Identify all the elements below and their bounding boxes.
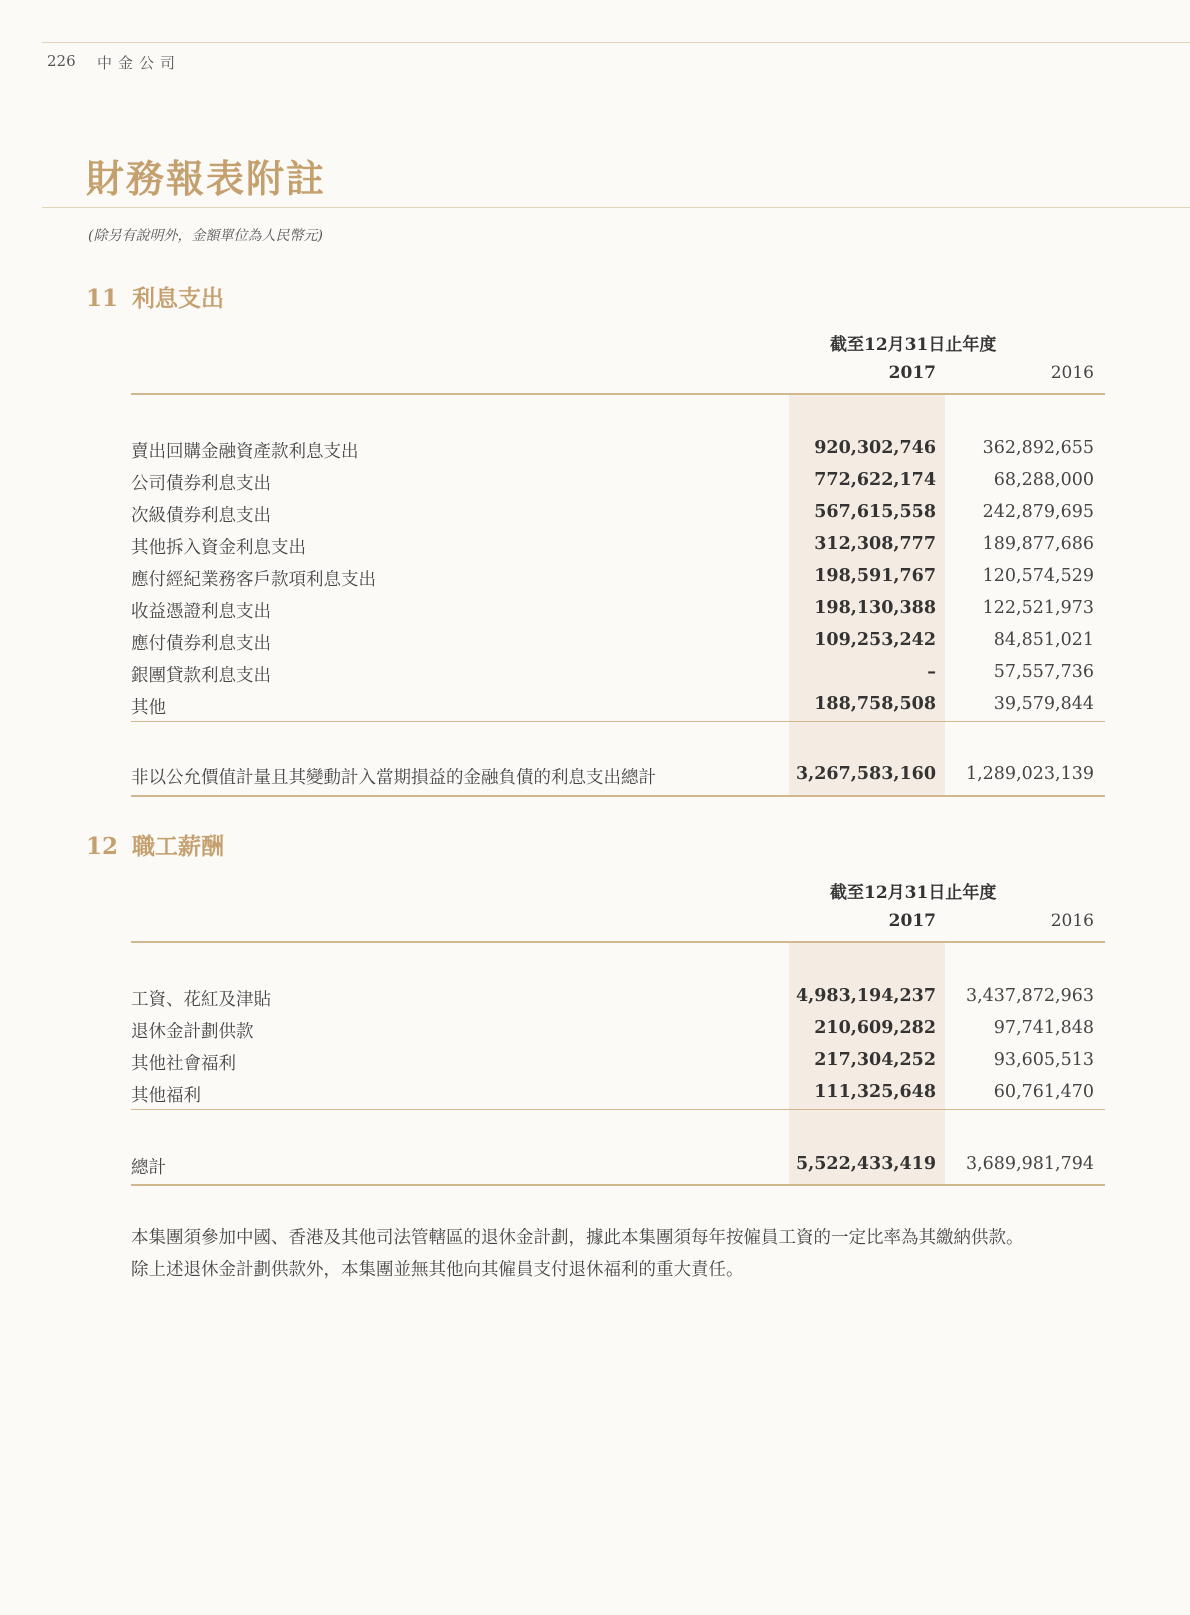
table-row: 次級債券利息支出 567,615,558 242,879,695 xyxy=(131,502,1094,526)
section-11-heading xyxy=(86,280,224,313)
section-11-title: 利息支出 xyxy=(132,285,224,312)
total-row: 總計 5,522,433,419 3,689,981,794 xyxy=(131,1154,1094,1178)
page-subtitle: (除另有說明外，金額單位為人民幣元) xyxy=(88,228,323,244)
period-header: 截至12月31日止年度 xyxy=(830,883,997,903)
table-row: 銀團貸款利息支出 – 57,557,736 xyxy=(131,662,1094,686)
page-number: 226 xyxy=(47,52,76,70)
interest-expense-table xyxy=(131,320,1105,800)
subtotal-rule xyxy=(131,721,1105,722)
note-line: 除上述退休金計劃供款外，本集團並無其他向其僱員支付退休福利的重大責任。 xyxy=(131,1260,744,1280)
retirement-note xyxy=(131,1222,1111,1286)
company-name: 中金公司 xyxy=(97,54,182,72)
total-row: 非以公允價值計量且其變動計入當期損益的金融負債的利息支出總計 3,267,583,160 1,289,023,139 xyxy=(131,764,1094,788)
staff-costs-table xyxy=(131,868,1105,1188)
table-row: 其他社會福利 217,304,252 93,605,513 xyxy=(131,1050,1094,1074)
header-rule xyxy=(131,941,1105,943)
section-11-number: 11 xyxy=(86,285,119,312)
header-rule xyxy=(131,393,1105,395)
table-row: 應付債券利息支出 109,253,242 84,851,021 xyxy=(131,630,1094,654)
year-2017-header: 2017 xyxy=(888,363,936,383)
year-2016-header: 2016 xyxy=(1050,363,1094,383)
table-row: 應付經紀業務客戶款項利息支出 198,591,767 120,574,529 xyxy=(131,566,1094,590)
header-rule xyxy=(42,42,1190,43)
section-12-title: 職工薪酬 xyxy=(132,833,224,860)
section-12-heading xyxy=(86,828,224,861)
table-row: 工資、花紅及津貼 4,983,194,237 3,437,872,963 xyxy=(131,986,1094,1010)
year-2016-header: 2016 xyxy=(1050,911,1094,931)
table-row: 公司債券利息支出 772,622,174 68,288,000 xyxy=(131,470,1094,494)
year-2017-header: 2017 xyxy=(888,911,936,931)
table-row: 其他福利 111,325,648 60,761,470 xyxy=(131,1082,1094,1106)
note-line: 本集團須參加中國、香港及其他司法管轄區的退休金計劃，據此本集團須每年按僱員工資的一定比率為其繳納供款。 xyxy=(131,1228,1024,1248)
table-row: 收益憑證利息支出 198,130,388 122,521,973 xyxy=(131,598,1094,622)
table-row: 其他拆入資金利息支出 312,308,777 189,877,686 xyxy=(131,534,1094,558)
total-rule xyxy=(131,1184,1105,1186)
table-row: 其他 188,758,508 39,579,844 xyxy=(131,694,1094,718)
period-header: 截至12月31日止年度 xyxy=(830,335,997,355)
total-rule xyxy=(131,795,1105,797)
section-12-number: 12 xyxy=(86,833,119,860)
page-title: 財務報表附註 xyxy=(86,156,327,201)
subtotal-rule xyxy=(131,1109,1105,1110)
title-rule xyxy=(42,207,1190,208)
table-row: 賣出回購金融資產款利息支出 920,302,746 362,892,655 xyxy=(131,438,1094,462)
table-row: 退休金計劃供款 210,609,282 97,741,848 xyxy=(131,1018,1094,1042)
